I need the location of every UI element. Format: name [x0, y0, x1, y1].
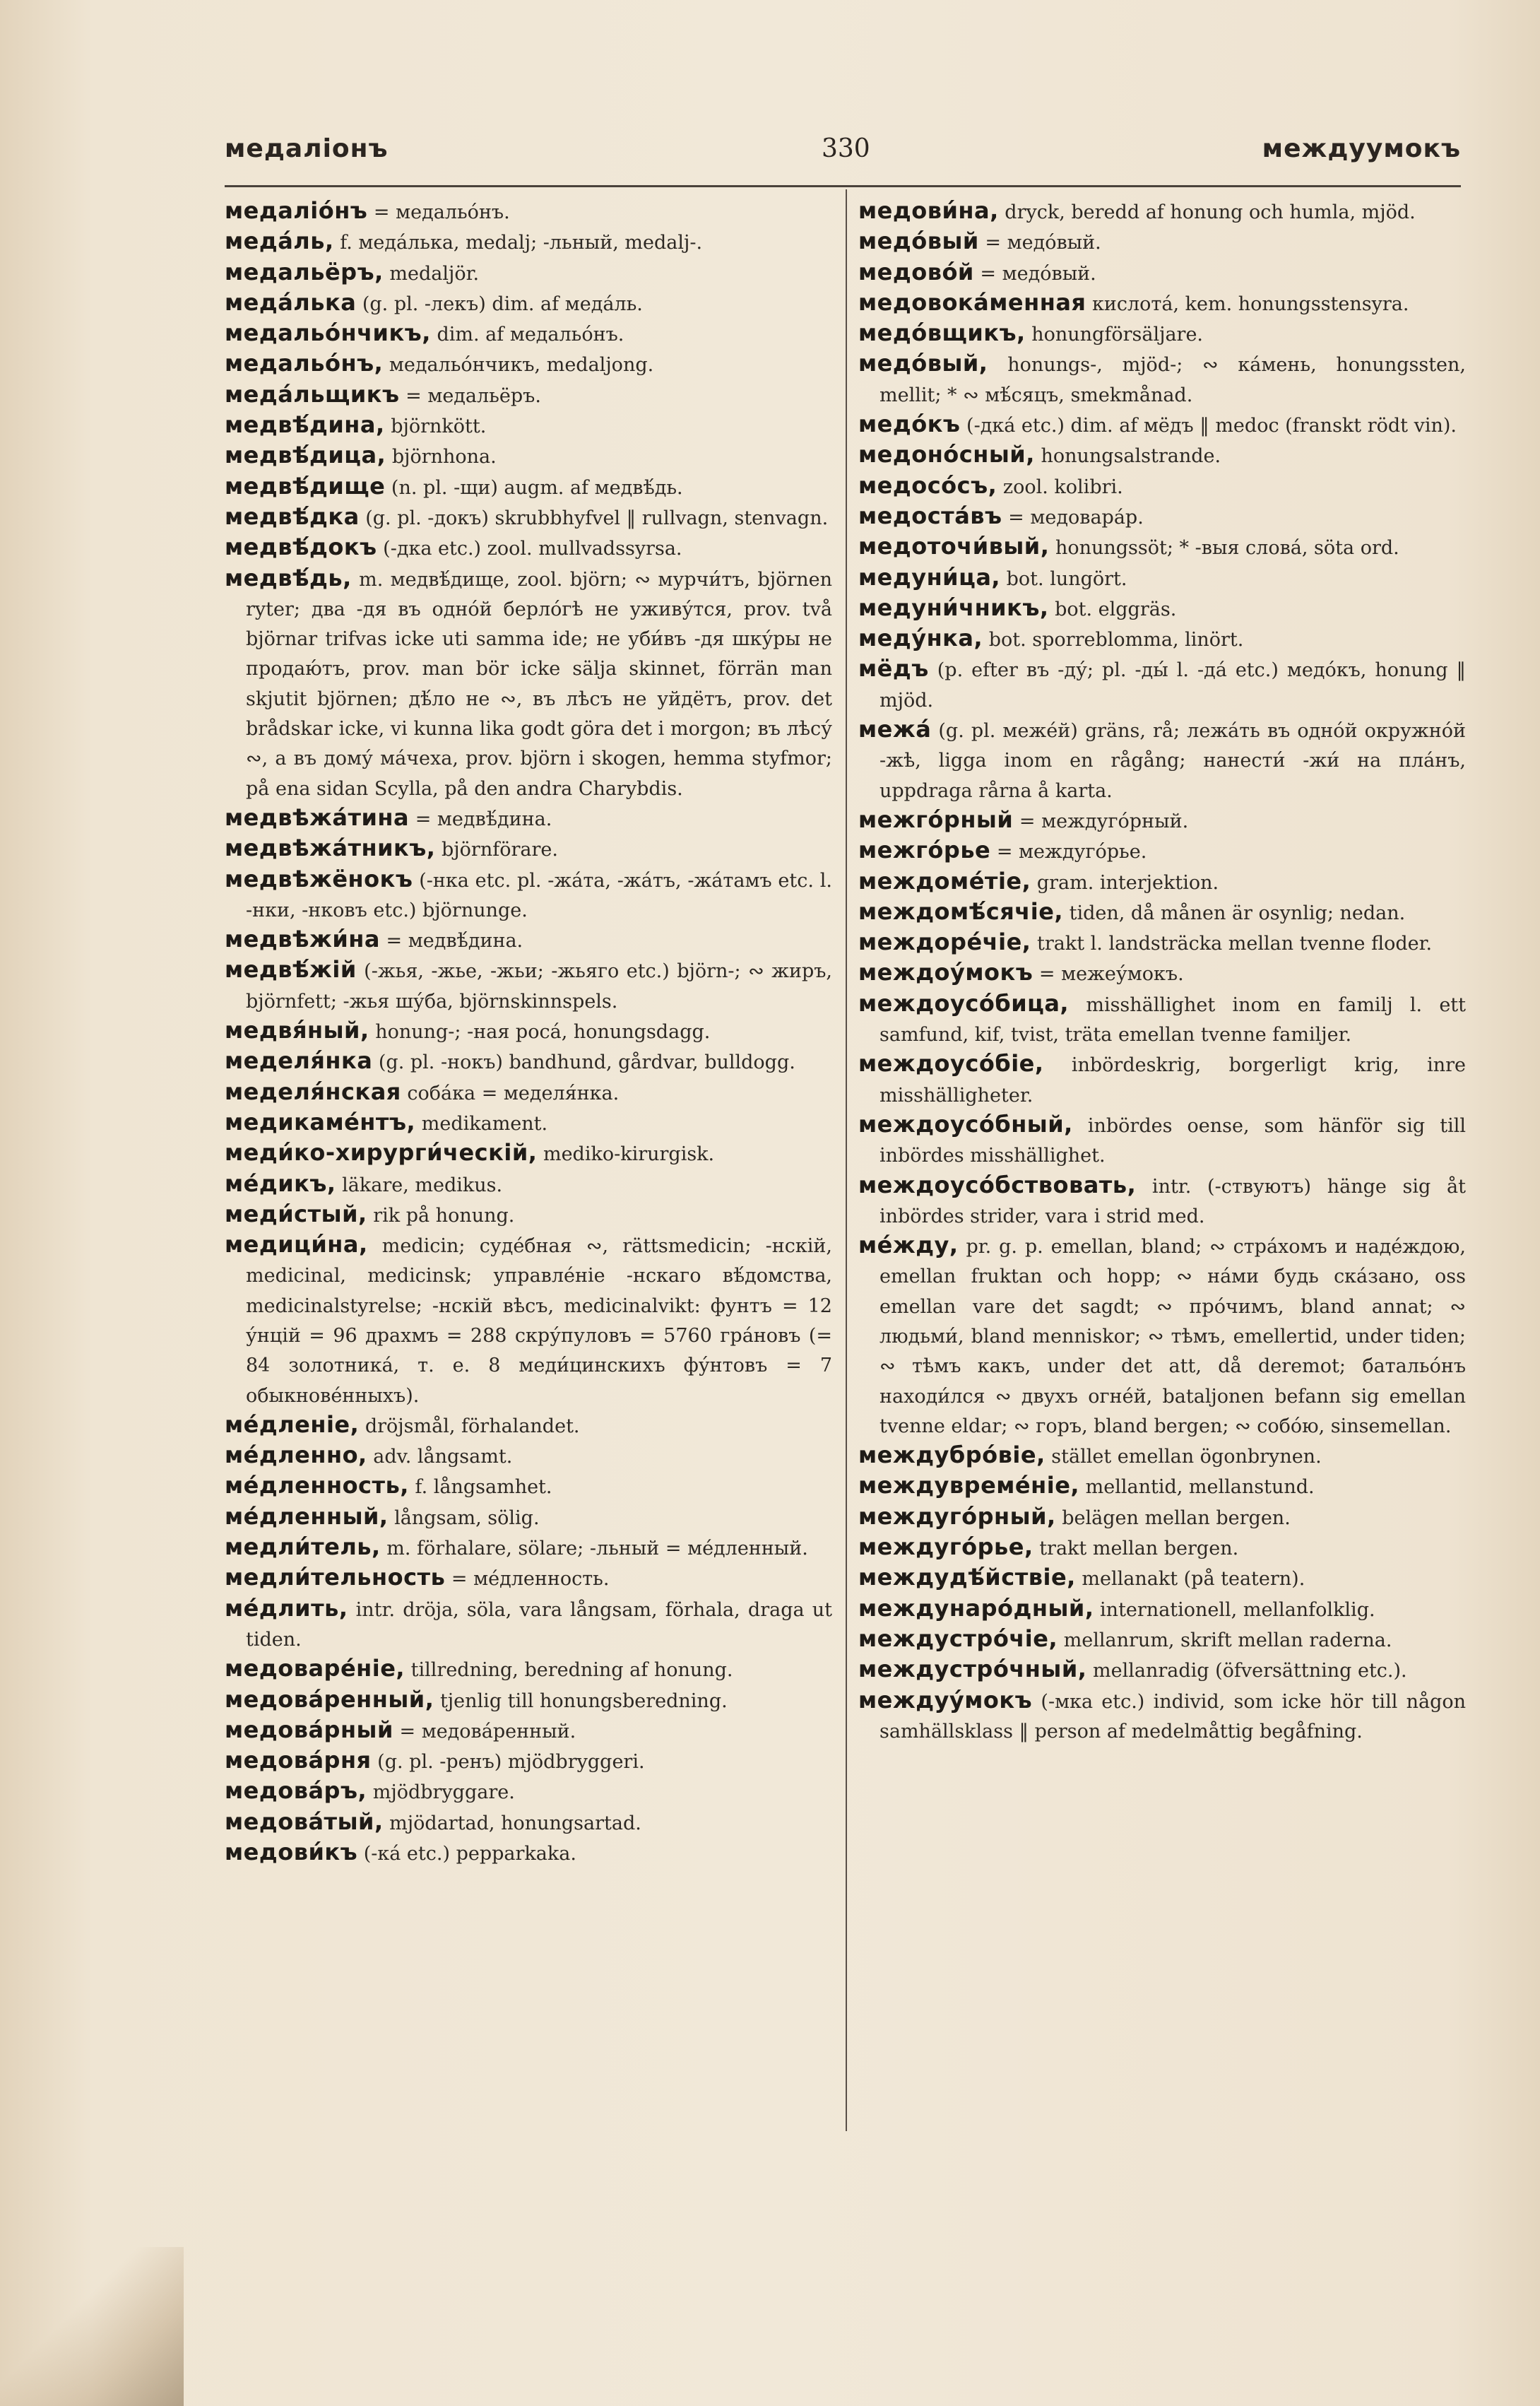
entry-headword: междуго́рный, — [858, 1502, 1056, 1530]
dictionary-entry — [225, 1533, 832, 1563]
dictionary-entry — [858, 928, 1466, 958]
entry-definition: honungsalstrande. — [1034, 445, 1221, 468]
dictionary-entry — [858, 1471, 1466, 1502]
entry-headword: медвѣ́жій — [225, 956, 357, 984]
dictionary-entry — [858, 532, 1466, 562]
dictionary-entry — [858, 563, 1466, 594]
dictionary-entry — [225, 1108, 832, 1138]
entry-definition: (g. pl. -лекъ) dim. af медáль. — [356, 293, 643, 315]
dictionary-entry — [858, 440, 1466, 471]
entry-headword: медáль, — [225, 228, 334, 255]
entry-definition: medicin; судéбная ∾, rättsmedicin; -нскій, medicinal, medicinsk; управлéніе -нскаго вѣ́домства, medicinalstyrelse; -нскій вѣсъ, medicinalvikt: фунтъ = 12 у́нцій = 96 драхмъ = 288 скру́пуловъ = 5760 грáновъ (= 84 золотникá, т. е. 8 меди́цинскихъ фу́нтовъ = 7 обыкновéнныхъ). — [246, 1235, 832, 1407]
entry-definition: медальо́нчикъ, medaljong. — [383, 354, 654, 377]
dictionary-entry — [225, 1471, 832, 1502]
entry-headword: медово́й — [858, 258, 974, 285]
entry-definition: (-дкá etc.) dim. af мёдъ ‖ medoc (franskt rödt vin). — [960, 415, 1457, 437]
entry-definition: (-жья, -жье, -жьи; -жьяго etc.) björn-; ∾ жиръ, björnfett; -жья шу́ба, björnskinnspels. — [246, 960, 832, 1013]
entry-headword: медовáрня — [225, 1747, 372, 1774]
entry-definition: honungssöt; * -выя словá, söta ord. — [1049, 537, 1399, 560]
entry-headword: междоусо́біе, — [858, 1050, 1044, 1078]
dictionary-entry — [225, 380, 832, 411]
entry-definition: (-дка etc.) zool. mullvadssyrsa. — [377, 538, 682, 560]
dictionary-entry — [858, 349, 1466, 410]
entry-definition: (g. pl. -ренъ) mjödbryggeri. — [371, 1751, 645, 1774]
dictionary-entry — [858, 989, 1466, 1050]
dictionary-entry — [858, 1049, 1466, 1110]
dictionary-entry — [225, 1654, 832, 1685]
entry-definition: f. långsamhet. — [408, 1476, 552, 1499]
dictionary-entry — [225, 1410, 832, 1441]
entry-headword: меделя́нская — [225, 1078, 401, 1105]
entry-definition: (-кá etc.) pepparkaka. — [357, 1843, 576, 1865]
entry-definition: = медо́вый. — [978, 232, 1101, 254]
dictionary-entry — [225, 1808, 832, 1838]
entry-definition: mellanakt (på teatern). — [1075, 1568, 1305, 1591]
entry-definition: belägen mellan bergen. — [1055, 1506, 1291, 1529]
entry-definition: medikament. — [415, 1112, 548, 1135]
running-head — [225, 134, 1461, 177]
entry-headword: междудѣ́йствіе, — [858, 1564, 1076, 1591]
dictionary-entry — [858, 806, 1466, 836]
entry-headword: междуу́мокъ — [858, 1686, 1033, 1714]
dictionary-entry — [858, 1502, 1466, 1533]
entry-definition: tillredning, beredning af honung. — [405, 1659, 733, 1682]
dictionary-entry — [225, 955, 832, 1016]
entry-definition: pr. g. p. emellan, bland; ∾ стрáхомъ и надéждою, emellan fruktan och hopp; ∾ нáми будь скáзано, oss emellan vare det sagdt; ∾ про́чимъ, bland annat; ∾ людьми́, bland menniskor; ∾ тѣмъ, emellertid, under tiden; ∾ тѣмъ какъ, under det att, då deremot; батальо́нъ находи́лся ∾ двухъ огнéй, bataljonen befann sig emellan tvenne eldar; ∾ горъ, bland bergen; ∾ собо́ю, sinsemellan. — [879, 1236, 1466, 1437]
entry-headword: мéдлить, — [225, 1594, 348, 1622]
entry-definition: intr. dröja, söla, vara långsam, förhala, draga ut tiden. — [246, 1598, 832, 1651]
entry-definition: mellanradig (öfversättning etc.). — [1086, 1660, 1407, 1682]
entry-definition: = медальёръ. — [399, 384, 541, 407]
dictionary-entry — [225, 1563, 832, 1593]
entry-headword: междуго́рье, — [858, 1533, 1033, 1561]
entry-definition: långsam, sölig. — [388, 1506, 540, 1529]
dictionary-entry — [858, 410, 1466, 440]
entry-headword: медовáтый, — [225, 1808, 384, 1835]
entry-headword: междувремéніе, — [858, 1472, 1080, 1499]
entry-definition: (n. pl. -щи) augm. af медвѣ́дь. — [385, 476, 683, 499]
dictionary-entry — [225, 1441, 832, 1471]
entry-definition: mediko-kirurgisk. — [537, 1143, 715, 1166]
dictionary-entry — [858, 1594, 1466, 1624]
column-divider — [846, 189, 847, 2131]
entry-definition: f. медáлька, medalj; -льный, medalj-. — [333, 232, 703, 254]
entry-definition: mjödbryggare. — [367, 1781, 515, 1804]
header-last-word: междуумокъ — [1262, 134, 1461, 163]
dictionary-entry — [858, 258, 1466, 288]
dictionary-entry — [858, 1110, 1466, 1171]
entry-definition: dim. af медальо́нъ. — [430, 324, 624, 346]
entry-definition: mellantid, mellanstund. — [1079, 1476, 1315, 1499]
entry-definition: gram. interjektion. — [1031, 871, 1219, 894]
entry-headword: мéжду, — [858, 1232, 959, 1259]
dictionary-entry — [225, 288, 832, 319]
dictionary-entry — [225, 1594, 832, 1655]
entry-headword: медвѣ́дище — [225, 472, 386, 500]
dictionary-entry — [858, 196, 1466, 227]
dictionary-entry — [225, 1169, 832, 1200]
dictionary-entry — [858, 1655, 1466, 1685]
entry-headword: медостáвъ — [858, 502, 1002, 529]
dictionary-entry — [858, 624, 1466, 654]
entry-headword: междомéтіе, — [858, 867, 1031, 895]
dictionary-entry — [225, 1016, 832, 1046]
entry-headword: медови́на, — [858, 197, 999, 224]
dictionary-entry — [225, 502, 832, 533]
dictionary-entry — [225, 533, 832, 563]
left-column — [225, 196, 832, 1868]
entry-definition: misshällighet inom en familj l. ett samfund, kif, tvist, träta emellan tvenne familjer. — [879, 993, 1466, 1046]
entry-headword: меду́нка, — [858, 625, 983, 652]
entry-headword: медальо́нъ, — [225, 350, 384, 377]
entry-headword: междустро́чный, — [858, 1656, 1087, 1683]
entry-definition: trakt mellan bergen. — [1033, 1538, 1239, 1560]
entry-definition: = мéдленность. — [445, 1568, 610, 1591]
entry-definition: dryck, beredd af honung och humla, mjöd. — [998, 201, 1416, 223]
entry-headword: медли́тельность — [225, 1564, 446, 1591]
entry-headword: междубро́віе, — [858, 1441, 1046, 1469]
entry-headword: мéдленно, — [225, 1441, 367, 1469]
entry-definition: (g. pl. -нокъ) bandhund, gårdvar, bulldogg. — [372, 1051, 795, 1074]
entry-headword: медли́тель, — [225, 1533, 381, 1561]
entry-definition: honungförsäljare. — [1025, 324, 1204, 346]
entry-definition: trakt l. landsträcka mellan tvenne floder. — [1031, 933, 1433, 955]
entry-headword: медвѣ́докъ — [225, 533, 377, 561]
dictionary-entry — [858, 1533, 1466, 1563]
entry-headword: медоно́сный, — [858, 441, 1035, 468]
entry-headword: мéдленность, — [225, 1472, 409, 1499]
entry-headword: межго́рье — [858, 837, 991, 864]
entry-headword: медвѣжáтина — [225, 803, 410, 831]
entry-definition: rik på honung. — [367, 1204, 515, 1227]
entry-headword: медо́къ — [858, 411, 961, 438]
dictionary-entry — [225, 319, 832, 349]
entry-headword: междомѣ́сячіе, — [858, 897, 1064, 925]
entry-headword: медо́вый, — [858, 350, 988, 377]
entry-definition: = межеу́мокъ. — [1033, 963, 1184, 986]
dictionary-entry — [858, 958, 1466, 989]
entry-definition: inbördeskrig, borgerligt krig, inre misshälligheter. — [879, 1054, 1466, 1107]
entry-headword: медальёръ, — [225, 258, 384, 285]
dictionary-entry — [858, 471, 1466, 502]
entry-definition: bot. sporreblomma, linört. — [983, 629, 1244, 651]
entry-definition: stället emellan ögonbrynen. — [1045, 1446, 1322, 1468]
dictionary-entry — [225, 258, 832, 288]
entry-headword: межго́рный — [858, 806, 1014, 833]
dictionary-entry — [225, 1838, 832, 1868]
dictionary-entry — [225, 865, 832, 926]
entry-definition: honungs-, mjöd-; ∾ кáмень, honungssten, mellit; * ∾ мѣ́сяцъ, smekmånad. — [879, 354, 1466, 406]
entry-headword: медосо́съ, — [858, 471, 997, 499]
entry-definition: m. förhalare, sölare; -льный = мéдленный. — [380, 1538, 808, 1560]
dictionary-entry — [225, 1685, 832, 1716]
dictionary-entry — [225, 472, 832, 502]
dictionary-entry — [858, 288, 1466, 319]
entry-headword: медаліо́нъ — [225, 197, 368, 224]
dictionary-entry — [225, 1046, 832, 1077]
entry-definition: läkare, medikus. — [336, 1174, 503, 1196]
dictionary-entry — [225, 925, 832, 955]
entry-headword: медови́къ — [225, 1839, 358, 1866]
dictionary-entry — [225, 1078, 832, 1108]
entry-definition: medaljör. — [383, 262, 480, 285]
dictionary-entry — [225, 1746, 832, 1776]
entry-headword: мéдленный, — [225, 1502, 389, 1530]
dictionary-entry — [858, 1441, 1466, 1471]
entry-definition: = медальо́нъ. — [367, 201, 510, 223]
entry-headword: медвѣ́дь, — [225, 564, 352, 591]
dictionary-entry — [858, 1686, 1466, 1747]
entry-definition: = междуго́рье. — [990, 841, 1147, 863]
entry-definition: björnkött. — [384, 415, 487, 438]
entry-headword: меди́стый, — [225, 1200, 367, 1227]
entry-definition: honung-; -ная росá, honungsdagg. — [369, 1021, 711, 1044]
entry-definition: mjödartad, honungsartad. — [383, 1812, 641, 1834]
dictionary-entry — [225, 1502, 832, 1533]
entry-definition: = медовáренный. — [393, 1720, 576, 1742]
dictionary-entry — [225, 803, 832, 834]
entry-headword: междунаро́дный, — [858, 1594, 1094, 1622]
entry-definition: bot. elggräs. — [1048, 598, 1177, 620]
dictionary-entry — [858, 502, 1466, 532]
entry-headword: медáльщикъ — [225, 380, 400, 408]
entry-definition: tiden, då månen är osynlig; nedan. — [1063, 902, 1406, 924]
entry-headword: межá — [858, 716, 932, 743]
entry-headword: мéдикъ, — [225, 1169, 336, 1197]
entry-definition: adv. långsamt. — [367, 1446, 513, 1468]
right-column — [858, 196, 1466, 1746]
page-number: 330 — [822, 134, 870, 163]
entry-definition: (g. pl. межéй) gräns, rå; лежáть въ одно́й окружно́й -жѣ, ligga inom en rågång; нанести́ -жи́ на плáнъ, uppdraga rårna å karta. — [879, 720, 1466, 802]
entry-headword: медвѣжёнокъ — [225, 865, 413, 892]
header-rule — [225, 185, 1461, 187]
entry-definition: intr. (-ствуютъ) hänge sig åt inbördes strider, vara i strid med. — [879, 1175, 1466, 1227]
entry-headword: медвѣ́дка — [225, 502, 360, 530]
header-first-word: медаліонъ — [225, 134, 389, 163]
entry-headword: междоусо́бствовать, — [858, 1171, 1137, 1198]
dictionary-entry — [225, 1200, 832, 1230]
entry-headword: медвѣжи́на — [225, 926, 380, 953]
entry-headword: медикамéнтъ, — [225, 1108, 416, 1136]
entry-definition: björnförare. — [435, 839, 558, 861]
entry-headword: медовáренный, — [225, 1685, 434, 1713]
dictionary-entry — [225, 564, 832, 803]
entry-headword: медуни́чникъ, — [858, 594, 1049, 621]
dictionary-entry — [858, 867, 1466, 897]
dictionary-entry — [858, 1231, 1466, 1441]
entry-headword: медáлька — [225, 288, 357, 316]
entry-headword: мёдъ — [858, 655, 929, 683]
entry-definition: tjenlig till honungsberedning. — [434, 1689, 728, 1712]
entry-definition: (-нка etc. pl. -жáта, -жáтъ, -жáтамъ etc. l. -нки, -нковъ etc.) björnunge. — [246, 869, 832, 921]
worn-page-corner — [0, 2247, 184, 2406]
entry-headword: медо́вый — [858, 228, 979, 255]
entry-headword: междустро́чіе, — [858, 1624, 1058, 1652]
entry-definition: = медоварáр. — [1002, 506, 1144, 529]
entry-headword: медвѣжáтникъ, — [225, 835, 436, 862]
dictionary-entry — [858, 715, 1466, 806]
entry-definition: mellanrum, skrift mellan raderna. — [1058, 1629, 1392, 1651]
entry-definition: zool. kolibri. — [997, 476, 1123, 498]
dictionary-entry — [858, 836, 1466, 866]
entry-headword: медуни́ца, — [858, 563, 1001, 591]
entry-definition: björnhona. — [386, 446, 497, 468]
dictionary-entry — [858, 1624, 1466, 1655]
entry-headword: мéдленіе, — [225, 1410, 360, 1438]
dictionary-entry — [225, 411, 832, 441]
dictionary-entry — [858, 897, 1466, 928]
dictionary-entry — [225, 196, 832, 227]
dictionary-entry — [225, 1230, 832, 1410]
entry-definition: (g. pl. -докъ) skrubbhyfvel ‖ rullvagn, stenvagn. — [359, 507, 829, 529]
entry-headword: медвѣ́дина, — [225, 411, 385, 439]
entry-definition: inbördes oense, som hänför sig till inbördes misshällighet. — [879, 1114, 1466, 1167]
entry-definition: = медвѣ́дина. — [379, 930, 523, 953]
dictionary-entry — [225, 834, 832, 864]
entry-definition: кислотá, kem. honungsstensyra. — [1086, 293, 1409, 315]
dictionary-entry — [225, 227, 832, 257]
entry-headword: медовокáменная — [858, 288, 1086, 316]
entry-headword: медо́вщикъ, — [858, 319, 1026, 347]
dictionary-entry — [225, 349, 832, 379]
entry-headword: медальо́нчикъ, — [225, 319, 431, 347]
entry-headword: междорéчіе, — [858, 928, 1031, 956]
entry-headword: междоусо́бный, — [858, 1110, 1073, 1138]
entry-definition: bot. lungört. — [1000, 567, 1127, 590]
entry-definition: (p. efter въ -ду́; pl. -ды́ l. -дá etc.) медо́къ, honung ‖ mjöd. — [879, 659, 1466, 712]
dictionary-entry — [225, 1716, 832, 1746]
entry-headword: медици́на, — [225, 1231, 368, 1258]
entry-definition: dröjsmål, förhalandet. — [359, 1415, 580, 1437]
dictionary-entry — [858, 227, 1466, 257]
dictionary-entry — [225, 1776, 832, 1807]
entry-headword: медвѣ́дица, — [225, 442, 386, 469]
entry-headword: медоточи́вый, — [858, 533, 1050, 560]
dictionary-entry — [225, 441, 832, 471]
dictionary-entry — [858, 594, 1466, 624]
entry-headword: меди́ко-хирурги́ческій, — [225, 1139, 538, 1167]
entry-headword: медоварéніе, — [225, 1655, 405, 1682]
entry-headword: медовáрный — [225, 1716, 393, 1743]
entry-headword: междоусо́бица, — [858, 989, 1070, 1017]
entry-definition: = междуго́рный. — [1013, 810, 1189, 832]
dictionary-entry — [225, 1138, 832, 1169]
dictionary-entry — [858, 1171, 1466, 1232]
dictionary-entry — [858, 1563, 1466, 1593]
entry-headword: междоу́мокъ — [858, 959, 1033, 986]
entry-definition: собáка = меделя́нка. — [401, 1082, 620, 1104]
dictionary-entry — [858, 654, 1466, 715]
entry-headword: медвя́ный, — [225, 1017, 369, 1044]
entry-definition: (-мка etc.) individ, som icke hör till någon samhällsklass ‖ person af medelmåttig begåfning. — [879, 1690, 1466, 1742]
entry-definition: internationell, mellanfolklig. — [1094, 1598, 1375, 1621]
entry-definition: = медо́вый. — [973, 262, 1096, 285]
dictionary-entry — [858, 319, 1466, 349]
entry-definition: m. медвѣ́дище, zool. björn; ∾ мурчи́тъ, björnen ryter; два -дя въ одно́й берло́гѣ не уживу́тся, prov. två björnar trifvas icke uti samma ide; не уби́въ -дя шку́ры не продаю́тъ, prov. man bör icke sälja skinnet, förrän man skjutit björnen; дѣ́ло не ∾, въ лѣсъ не уйдётъ, prov. det brådskar icke, vi kunna lika godt göra det i morgon; въ лѣсу́ ∾, а въ дому́ мáчеха, prov. björn i skogen, hemma styfmor; på ena sidan Scylla, på den andra Charybdis. — [246, 568, 832, 800]
entry-headword: медовáръ, — [225, 1777, 367, 1805]
entry-definition: = медвѣ́дина. — [409, 808, 552, 830]
entry-headword: меделя́нка — [225, 1047, 373, 1075]
